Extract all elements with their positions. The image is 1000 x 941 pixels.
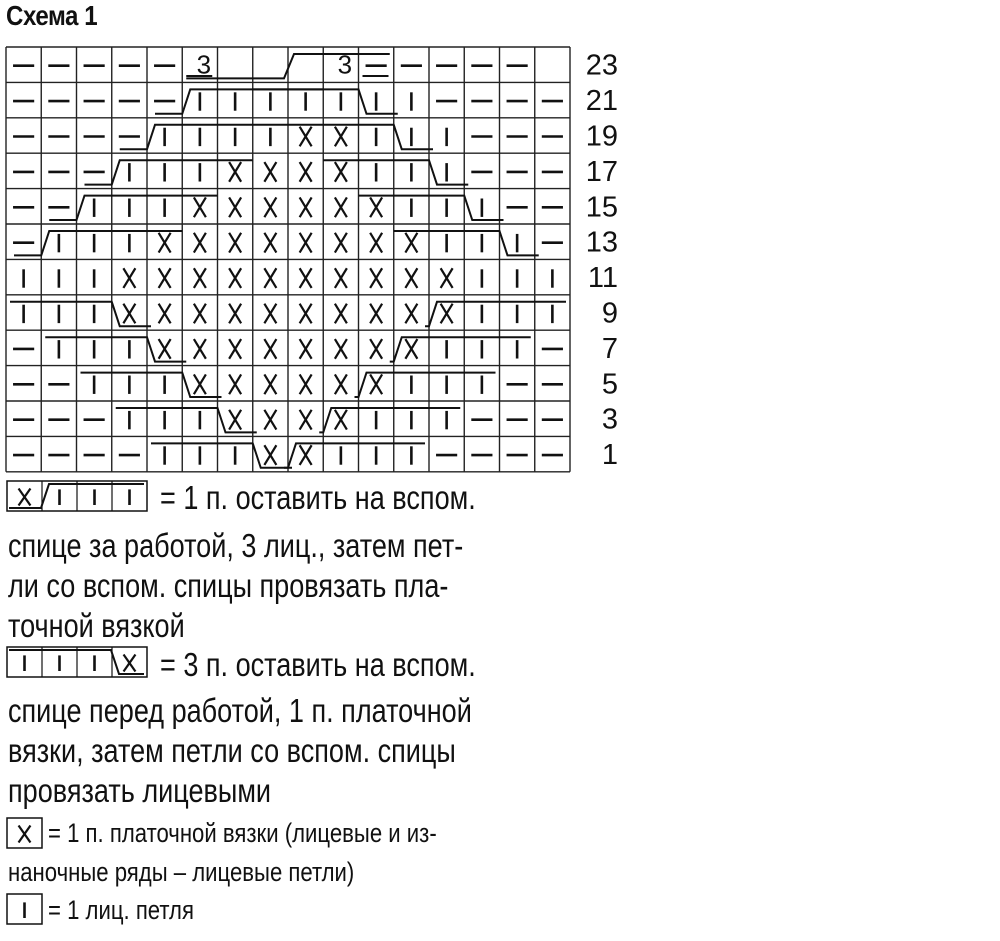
garter-stitch-mark xyxy=(194,374,206,394)
legend-sample-right-cross xyxy=(6,646,156,678)
garter-stitch-mark xyxy=(335,339,347,359)
garter-stitch-mark xyxy=(264,233,276,253)
garter-stitch-mark xyxy=(300,127,312,147)
row-number-label: 5 xyxy=(601,368,618,401)
row-number-label: 17 xyxy=(585,155,618,188)
row-number-label: 15 xyxy=(585,191,618,224)
garter-stitch-mark xyxy=(405,233,417,253)
garter-stitch-mark xyxy=(335,374,347,394)
row-number-label: 11 xyxy=(587,262,618,295)
legend-1-line-2: спице за работой, 3 лиц., затем пет- xyxy=(8,527,464,564)
legend-1-line-1: = 1 п. оставить на вспом. xyxy=(160,479,476,516)
row-number-label: 13 xyxy=(585,226,618,259)
garter-stitch-mark xyxy=(194,233,206,253)
garter-stitch-mark xyxy=(159,304,171,324)
garter-stitch-mark xyxy=(370,304,382,324)
row-number-label: 7 xyxy=(601,332,618,365)
legend-2-line-2: спице перед работой, 1 п. платочной xyxy=(8,692,472,729)
garter-stitch-mark xyxy=(335,162,347,182)
legend-2-line-1: = 3 п. оставить на вспом. xyxy=(160,646,476,683)
legend-3-line-1: = 1 п. платочной вязки (лицевые и из- xyxy=(48,818,437,848)
row-number-label: 1 xyxy=(601,439,618,472)
row-number-label: 23 xyxy=(585,49,618,82)
garter-stitch-mark xyxy=(159,233,171,253)
garter-stitch-mark xyxy=(335,197,347,217)
garter-stitch-mark xyxy=(264,374,276,394)
garter-stitch-mark xyxy=(159,268,171,288)
garter-stitch-mark xyxy=(300,374,312,394)
cable-count-label: 3 xyxy=(196,49,212,80)
garter-stitch-mark xyxy=(229,197,241,217)
garter-stitch-mark xyxy=(300,445,312,465)
garter-stitch-mark xyxy=(441,304,453,324)
cable-cross-line xyxy=(120,125,288,149)
row-number-label: 9 xyxy=(601,297,618,330)
legend-1-line-4: точной вязкой xyxy=(8,607,185,644)
sample-symbol xyxy=(124,655,136,672)
legend-2-line-4: провязать лицевыми xyxy=(8,772,272,809)
garter-stitch-mark xyxy=(405,268,417,288)
garter-stitch-mark xyxy=(370,339,382,359)
garter-stitch-mark xyxy=(194,268,206,288)
garter-stitch-mark xyxy=(264,268,276,288)
cable-cross-line xyxy=(14,231,182,255)
garter-stitch-mark xyxy=(264,162,276,182)
garter-stitch-mark xyxy=(370,268,382,288)
knitting-chart xyxy=(0,0,640,480)
garter-stitch-mark xyxy=(335,233,347,253)
garter-stitch-mark xyxy=(335,268,347,288)
garter-stitch-mark xyxy=(123,268,135,288)
legend-sample-garter xyxy=(6,817,44,849)
garter-stitch-mark xyxy=(300,339,312,359)
garter-stitch-mark xyxy=(300,304,312,324)
garter-stitch-mark xyxy=(194,197,206,217)
garter-stitch-mark xyxy=(405,339,417,359)
garter-stitch-mark xyxy=(300,410,312,430)
garter-stitch-mark xyxy=(335,410,347,430)
garter-stitch-mark xyxy=(335,304,347,324)
garter-stitch-mark xyxy=(370,374,382,394)
garter-stitch-mark xyxy=(229,268,241,288)
garter-stitch-mark xyxy=(370,197,382,217)
garter-stitch-mark xyxy=(229,233,241,253)
garter-stitch-mark xyxy=(159,339,171,359)
sample-symbol xyxy=(19,826,31,843)
garter-stitch-mark xyxy=(300,233,312,253)
garter-stitch-mark xyxy=(335,127,347,147)
garter-stitch-mark xyxy=(264,445,276,465)
garter-stitch-mark xyxy=(441,268,453,288)
garter-stitch-mark xyxy=(229,162,241,182)
garter-stitch-mark xyxy=(229,304,241,324)
garter-stitch-mark xyxy=(229,410,241,430)
garter-stitch-mark xyxy=(300,162,312,182)
garter-stitch-mark xyxy=(194,304,206,324)
garter-stitch-mark xyxy=(194,339,206,359)
legend-sample-left-cross xyxy=(6,480,156,512)
cable-cross-line xyxy=(49,196,217,220)
legend-2-line-3: вязки, затем петли со вспом. спицы xyxy=(8,732,456,769)
cable-cross-line xyxy=(155,89,323,113)
row-number-label: 19 xyxy=(585,120,618,153)
legend-3-line-2: наночные ряды – лицевые петли) xyxy=(8,857,355,887)
legend-sample-knit xyxy=(6,893,44,925)
garter-stitch-mark xyxy=(229,339,241,359)
garter-stitch-mark xyxy=(229,374,241,394)
legend-1-line-3: ли со вспом. спицы провязать пла- xyxy=(8,567,449,604)
garter-stitch-mark xyxy=(123,304,135,324)
garter-stitch-mark xyxy=(264,304,276,324)
cable-count-label: 3 xyxy=(337,49,353,80)
garter-stitch-mark xyxy=(264,197,276,217)
row-number-label: 3 xyxy=(601,403,618,436)
garter-stitch-mark xyxy=(264,410,276,430)
chart-title: Схема 1 xyxy=(6,0,98,31)
garter-stitch-mark xyxy=(300,197,312,217)
garter-stitch-mark xyxy=(370,233,382,253)
chart-grid xyxy=(6,47,570,472)
garter-stitch-mark xyxy=(405,304,417,324)
legend-4-line-1: = 1 лиц. петля xyxy=(48,895,194,925)
sample-symbol xyxy=(19,489,31,506)
row-number-label: 21 xyxy=(585,85,618,118)
garter-stitch-mark xyxy=(264,339,276,359)
garter-stitch-mark xyxy=(300,268,312,288)
cable-cross-line xyxy=(85,160,253,184)
